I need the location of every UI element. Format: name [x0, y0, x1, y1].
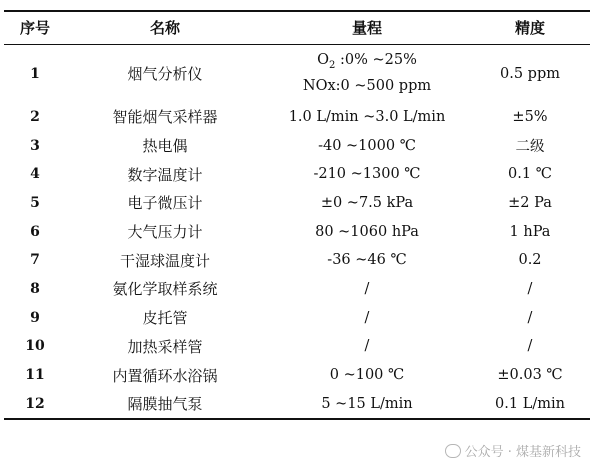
table-row	[4, 103, 590, 132]
row-precision: 0.2	[518, 252, 542, 269]
row-precision: ±0.03 ℃	[497, 367, 563, 384]
row-range: /	[364, 338, 370, 355]
row-precision: 0.1 ℃	[508, 166, 552, 183]
table-row	[4, 332, 590, 361]
row-precision: 二级	[515, 139, 545, 156]
row-name: 内置循环水浴锅	[112, 366, 218, 385]
header-row	[4, 11, 590, 44]
table-row	[4, 389, 590, 419]
row-precision: 0.1 L/min	[470, 389, 590, 419]
table-header	[4, 11, 590, 44]
table-row	[4, 131, 590, 160]
header-precision: 精度	[470, 11, 590, 44]
row-precision: 0.5 ppm	[500, 65, 560, 82]
row-precision: 1 hPa	[509, 223, 551, 240]
watermark	[445, 441, 581, 460]
table-row	[4, 246, 590, 275]
row-range: -40 ~1000 ℃	[318, 137, 416, 154]
equipment-table	[4, 10, 590, 420]
row-index: 1	[30, 65, 40, 82]
table-body	[4, 44, 590, 419]
row-range: /	[364, 280, 370, 297]
range-line-o2	[264, 50, 470, 76]
row-index: 8	[30, 280, 40, 297]
row-precision: /	[527, 338, 533, 355]
wechat-icon	[445, 444, 461, 458]
row-range: 5 ~15 L/min	[264, 389, 470, 419]
table-row	[4, 189, 590, 218]
row-range: /	[364, 309, 370, 326]
row-name: 皮托管	[142, 309, 188, 328]
row-index: 4	[30, 166, 40, 183]
range-o2-rest: :0% ~25%	[335, 52, 417, 69]
row-range: 80 ~1060 hPa	[315, 223, 419, 240]
row-name: 隔膜抽气泵	[66, 389, 264, 419]
table-row	[4, 217, 590, 246]
row-index: 5	[30, 194, 40, 211]
row-name: 热电偶	[142, 137, 188, 156]
row-name: 氨化学取样系统	[112, 280, 218, 299]
row-index: 6	[30, 223, 40, 240]
row-range: -210 ~1300 ℃	[313, 166, 421, 183]
row-index: 3	[30, 137, 40, 154]
equipment-table-container	[4, 10, 590, 420]
row-range: -36 ~46 ℃	[327, 252, 407, 269]
table-row	[4, 44, 590, 103]
row-range	[264, 44, 470, 103]
header-range: 量程	[264, 11, 470, 44]
row-name: 电子微压计	[127, 194, 203, 213]
row-name: 智能烟气采样器	[112, 108, 218, 127]
range-line-nox: NOx:0 ~500 ppm	[302, 77, 432, 94]
row-index: 12	[4, 389, 66, 419]
row-index: 7	[30, 252, 40, 269]
row-precision: /	[527, 280, 533, 297]
range-o2-sub: 2	[329, 59, 336, 71]
header-index: 序号	[4, 11, 66, 44]
row-range: 0 ~100 ℃	[329, 367, 405, 384]
row-index: 11	[25, 367, 45, 384]
table-row	[4, 275, 590, 304]
row-name: 数字温度计	[127, 165, 203, 184]
row-precision: ±2 Pa	[508, 194, 552, 211]
row-index: 10	[25, 338, 45, 355]
row-index: 9	[30, 309, 40, 326]
row-range: ±0 ~7.5 kPa	[320, 194, 414, 211]
row-precision: /	[527, 309, 533, 326]
table-row	[4, 160, 590, 189]
table-row	[4, 361, 590, 390]
table-row	[4, 303, 590, 332]
row-name: 干湿球温度计	[119, 251, 210, 270]
row-range: 1.0 L/min ~3.0 L/min	[288, 108, 446, 125]
range-o2-prefix: O	[317, 52, 329, 69]
row-precision: ±5%	[512, 108, 548, 125]
header-name: 名称	[66, 11, 264, 44]
watermark-text: 公众号 · 煤基新科技	[464, 445, 581, 460]
row-index: 2	[30, 108, 40, 125]
row-name: 加热采样管	[127, 337, 203, 356]
row-name: 烟气分析仪	[127, 65, 203, 83]
row-name: 大气压力计	[127, 223, 203, 242]
